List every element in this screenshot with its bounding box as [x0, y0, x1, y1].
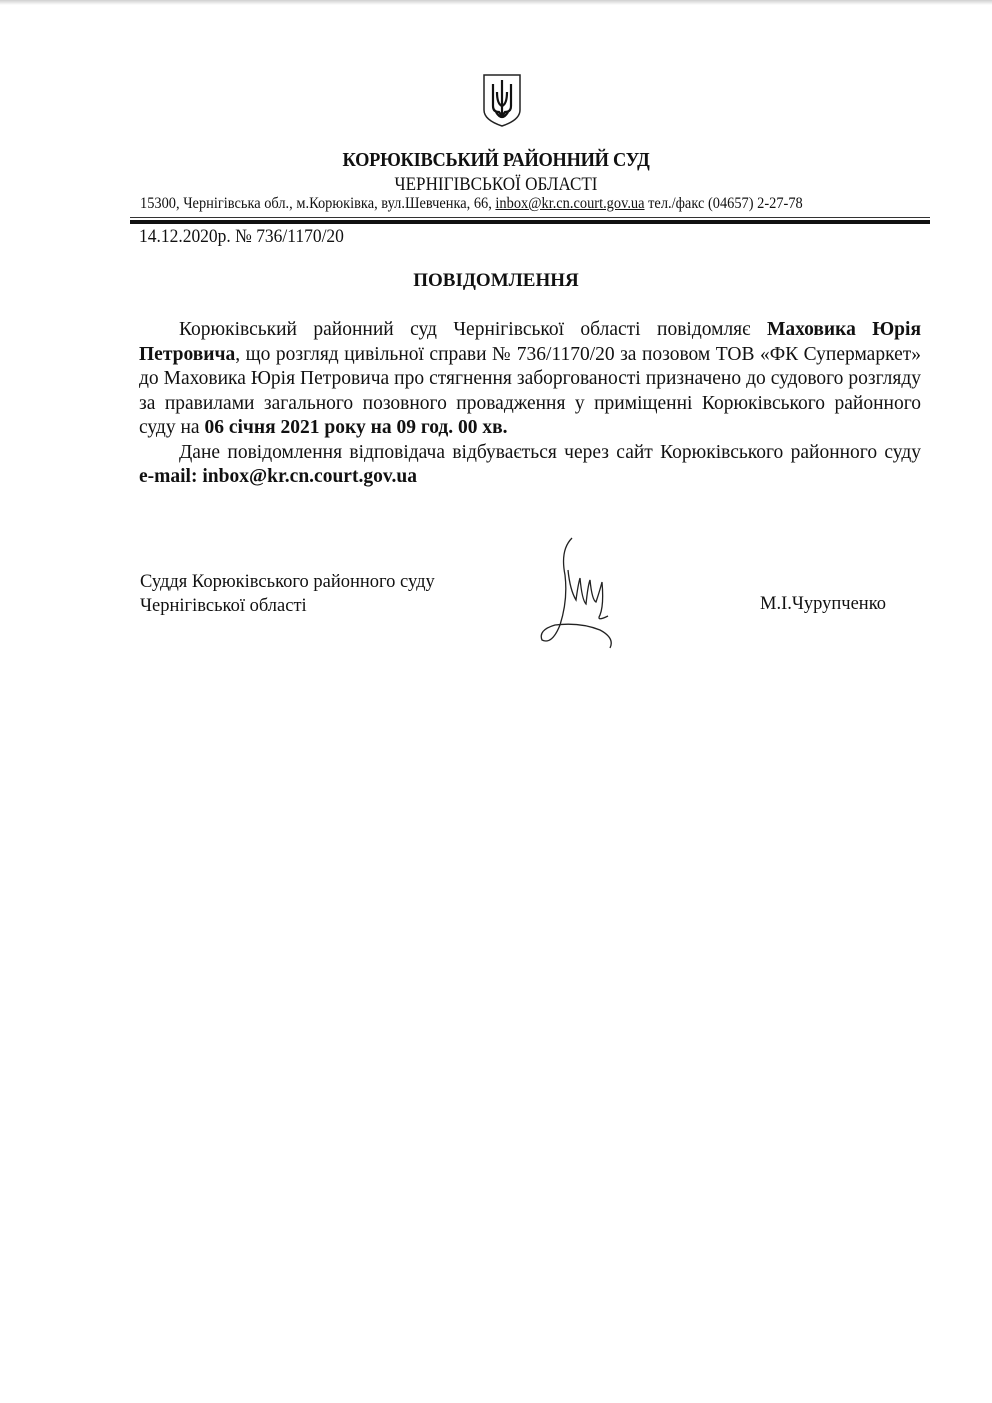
phone: тел./факс (04657) 2-27-78: [648, 195, 803, 212]
judge-name: М.І.Чурупченко: [760, 594, 887, 614]
judge-position: [140, 570, 435, 618]
handwritten-signature: [530, 530, 630, 655]
text: Корюківський районний суд Чернігівської області повідомляє: [179, 319, 767, 340]
registration-number: 14.12.2020р. № 736/1170/20: [139, 226, 344, 247]
address: 15300, Чернігівська обл., м.Корюківка, вул.Шевченка, 66,: [140, 195, 492, 212]
header-rule-thin: [130, 217, 930, 218]
hearing-datetime: 06 січня 2021 року на 09 год. 00 хв.: [204, 417, 508, 438]
text: Дане повідомлення відповідача відбувається через сайт Корюківського районного суду: [179, 441, 921, 463]
position-line-2: Чернігівської області: [140, 596, 307, 616]
paragraph-notice: [139, 318, 921, 441]
defendant-name: Маховика Юрія Петровича: [139, 319, 921, 365]
position-line-1: Суддя Корюківського районного суду: [140, 572, 435, 592]
paragraph-delivery: [139, 441, 921, 490]
header-rule-thick: [130, 220, 930, 224]
text: , що розгляд цивільної справи № 736/1170/20 за позовом ТОВ «ФК Супермаркет» до Маховика Юрія Петровича про стягнення заборгованості призначено до судового розгляду за правилами загального позовного провадження у приміщенні Корюківського районного суду на: [139, 343, 921, 438]
court-email: e-mail: inbox@kr.cn.court.gov.ua: [139, 466, 417, 487]
scan-edge: [0, 0, 992, 5]
court-region: ЧЕРНІГІВСЬКОЇ ОБЛАСТІ: [394, 174, 598, 195]
court-name: КОРЮКІВСЬКИЙ РАЙОННИЙ СУД: [342, 149, 650, 171]
document-title: ПОВІДОМЛЕННЯ: [413, 270, 579, 291]
email-link[interactable]: inbox@kr.cn.court.gov.ua: [495, 195, 645, 212]
coat-of-arms-icon: [481, 72, 523, 128]
document-body: [139, 318, 921, 490]
court-address-line: [140, 195, 851, 213]
